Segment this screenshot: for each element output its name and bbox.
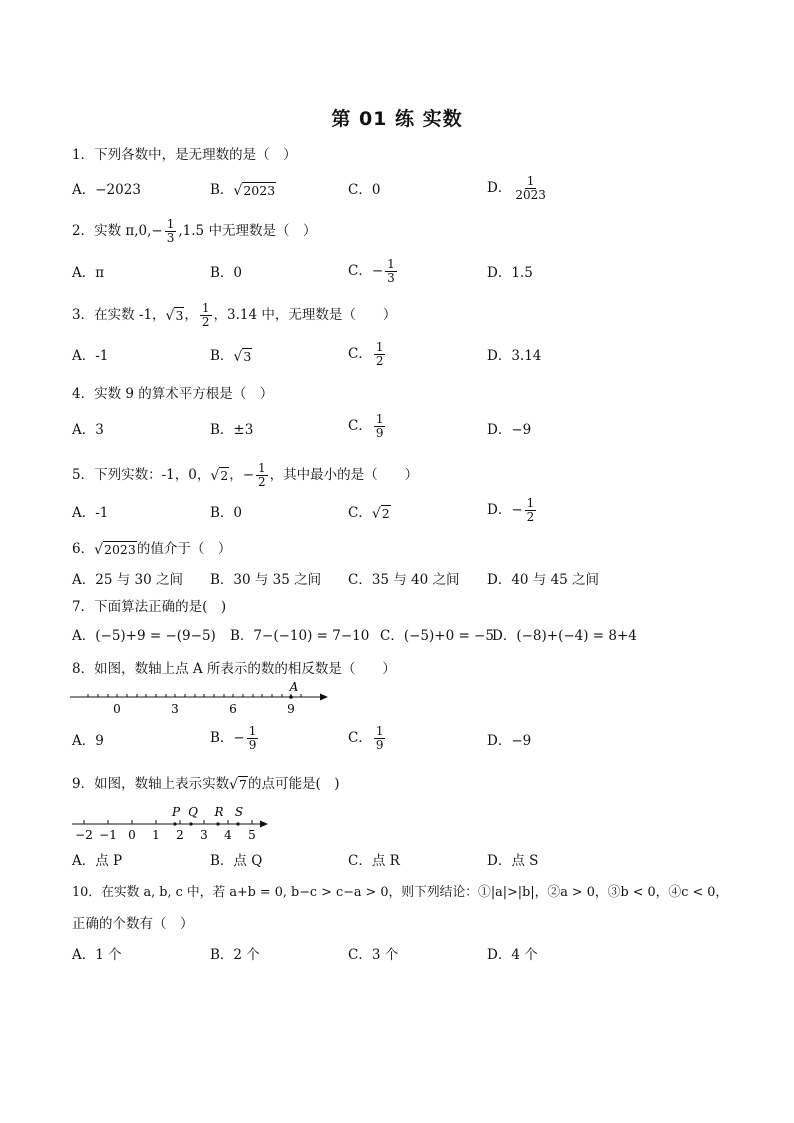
question-10-stem-line2: 正确的个数有（ ） (72, 916, 194, 932)
number-line-q9 (66, 800, 276, 845)
question-5-stem: 5．下列实数：-1，0，√2，− $\frac{1}{2}$ ，其中最小的是（ ） (72, 461, 419, 489)
axis-tick-label: 5 (248, 828, 256, 842)
q7-option-a: A．(−5)+9 = −(9−5) (72, 628, 216, 644)
question-1-stem: 1．下列各数中，是无理数的是（ ） (72, 147, 297, 163)
q9-option-d: D．点 S (487, 853, 539, 869)
question-8-stem: 8．如图，数轴上点 A 所表示的数的相反数是（ ） (72, 661, 396, 677)
q2-option-a: A．π (72, 265, 105, 281)
point-s-dot (236, 822, 239, 825)
point-q-dot (189, 822, 192, 825)
axis-tick-label: 2 (176, 828, 184, 842)
axis-tick-label: 1 (152, 828, 160, 842)
point-s-label: S (234, 805, 244, 819)
q5-option-a: A．-1 (72, 505, 109, 521)
page-title: 第 01 练 实数 (331, 108, 463, 130)
q8-option-a: A．9 (72, 733, 104, 749)
q7-option-b: B．7−(−10) = 7−10 (230, 628, 370, 644)
axis-tick-label: 3 (171, 702, 179, 716)
q7-option-c: C．(−5)+0 = −5 (380, 628, 494, 644)
point-q-label: Q (188, 805, 198, 819)
q3-option-a: A．-1 (72, 348, 109, 364)
question-3-stem: 3．在实数 -1，√3， $\frac{1}{2}$ ，3.14 中，无理数是（ ） (72, 301, 397, 329)
q9-option-c: C．点 R (348, 853, 400, 869)
q4-option-b: B．±3 (210, 422, 254, 438)
axis-tick-label: 6 (229, 702, 237, 716)
q2-option-d: D．1.5 (487, 265, 533, 281)
q5-option-c: C．√2 (348, 505, 390, 522)
q6-option-d: D．40 与 45 之间 (487, 572, 600, 588)
q4-option-d: D．−9 (487, 422, 532, 438)
q5-option-b: B．0 (210, 505, 243, 521)
point-r-dot (216, 822, 219, 825)
axis-tick-label: −1 (99, 828, 117, 842)
q10-option-c: C．3 个 (348, 947, 399, 963)
q3-option-c: C． $\frac{1}{2}$ (348, 340, 384, 368)
question-6-stem: 6．√2023的值介于（ ） (72, 541, 232, 558)
question-7-stem: 7．下面算法正确的是( ) (72, 599, 227, 615)
q1-option-d: D． $\frac{1}{2023}$ (487, 174, 546, 202)
point-p-label: P (171, 805, 181, 819)
q6-option-c: C．35 与 40 之间 (348, 572, 460, 588)
point-a-dot (289, 695, 293, 699)
q4-option-a: A．3 (72, 422, 104, 438)
q2-option-b: B．0 (210, 265, 243, 281)
q10-option-b: B．2 个 (210, 947, 260, 963)
q8-option-d: D．−9 (487, 733, 532, 749)
q1-option-c: C．0 (348, 182, 381, 198)
q5-option-d: D．− $\frac{1}{2}$ (487, 496, 535, 524)
q10-option-d: D．4 个 (487, 947, 538, 963)
q2-option-c: C．− $\frac{1}{3}$ (348, 257, 395, 285)
q8-option-b: B．− $\frac{1}{9}$ (210, 724, 257, 752)
point-a-label: A (289, 680, 299, 694)
axis-tick-label: 4 (224, 828, 232, 842)
q9-option-a: A．点 P (72, 853, 123, 869)
q8-option-c: C． $\frac{1}{9}$ (348, 724, 384, 752)
q3-option-d: D．3.14 (487, 348, 542, 364)
question-4-stem: 4．实数 9 的算术平方根是（ ） (72, 386, 274, 402)
q7-option-d: D．(−8)+(−4) = 8+4 (492, 628, 637, 644)
q10-option-a: A．1 个 (72, 947, 122, 963)
axis-tick-label: 9 (287, 702, 295, 716)
point-p-dot (173, 822, 176, 825)
q1-option-a: A．−2023 (72, 182, 141, 198)
axis-tick-label: 0 (113, 702, 121, 716)
number-line-q8 (66, 678, 336, 718)
q1-option-b: B．√2023 (210, 182, 276, 199)
point-r-label: R (214, 805, 224, 819)
question-2-stem: 2．实数 π,0,− $\frac{1}{3}$ ,1.5 中无理数是（ ） (72, 217, 317, 245)
question-9-stem: 9．如图，数轴上表示实数√7的点可能是( ) (72, 776, 340, 793)
q6-option-b: B．30 与 35 之间 (210, 572, 322, 588)
axis-tick-label: −2 (75, 828, 93, 842)
q6-option-a: A．25 与 30 之间 (72, 572, 183, 588)
question-10-stem: 10．在实数 a, b, c 中，若 a+b = 0, b−c > c−a > 0，则下列结论：①|a|>|b|，②a > 0，③b < 0，④c < 0， (72, 885, 729, 900)
q9-option-b: B．点 Q (210, 853, 263, 869)
axis-tick-label: 3 (200, 828, 208, 842)
axis-tick-label: 0 (128, 828, 136, 842)
q3-option-b: B．√3 (210, 348, 252, 365)
q4-option-c: C． $\frac{1}{9}$ (348, 412, 384, 440)
